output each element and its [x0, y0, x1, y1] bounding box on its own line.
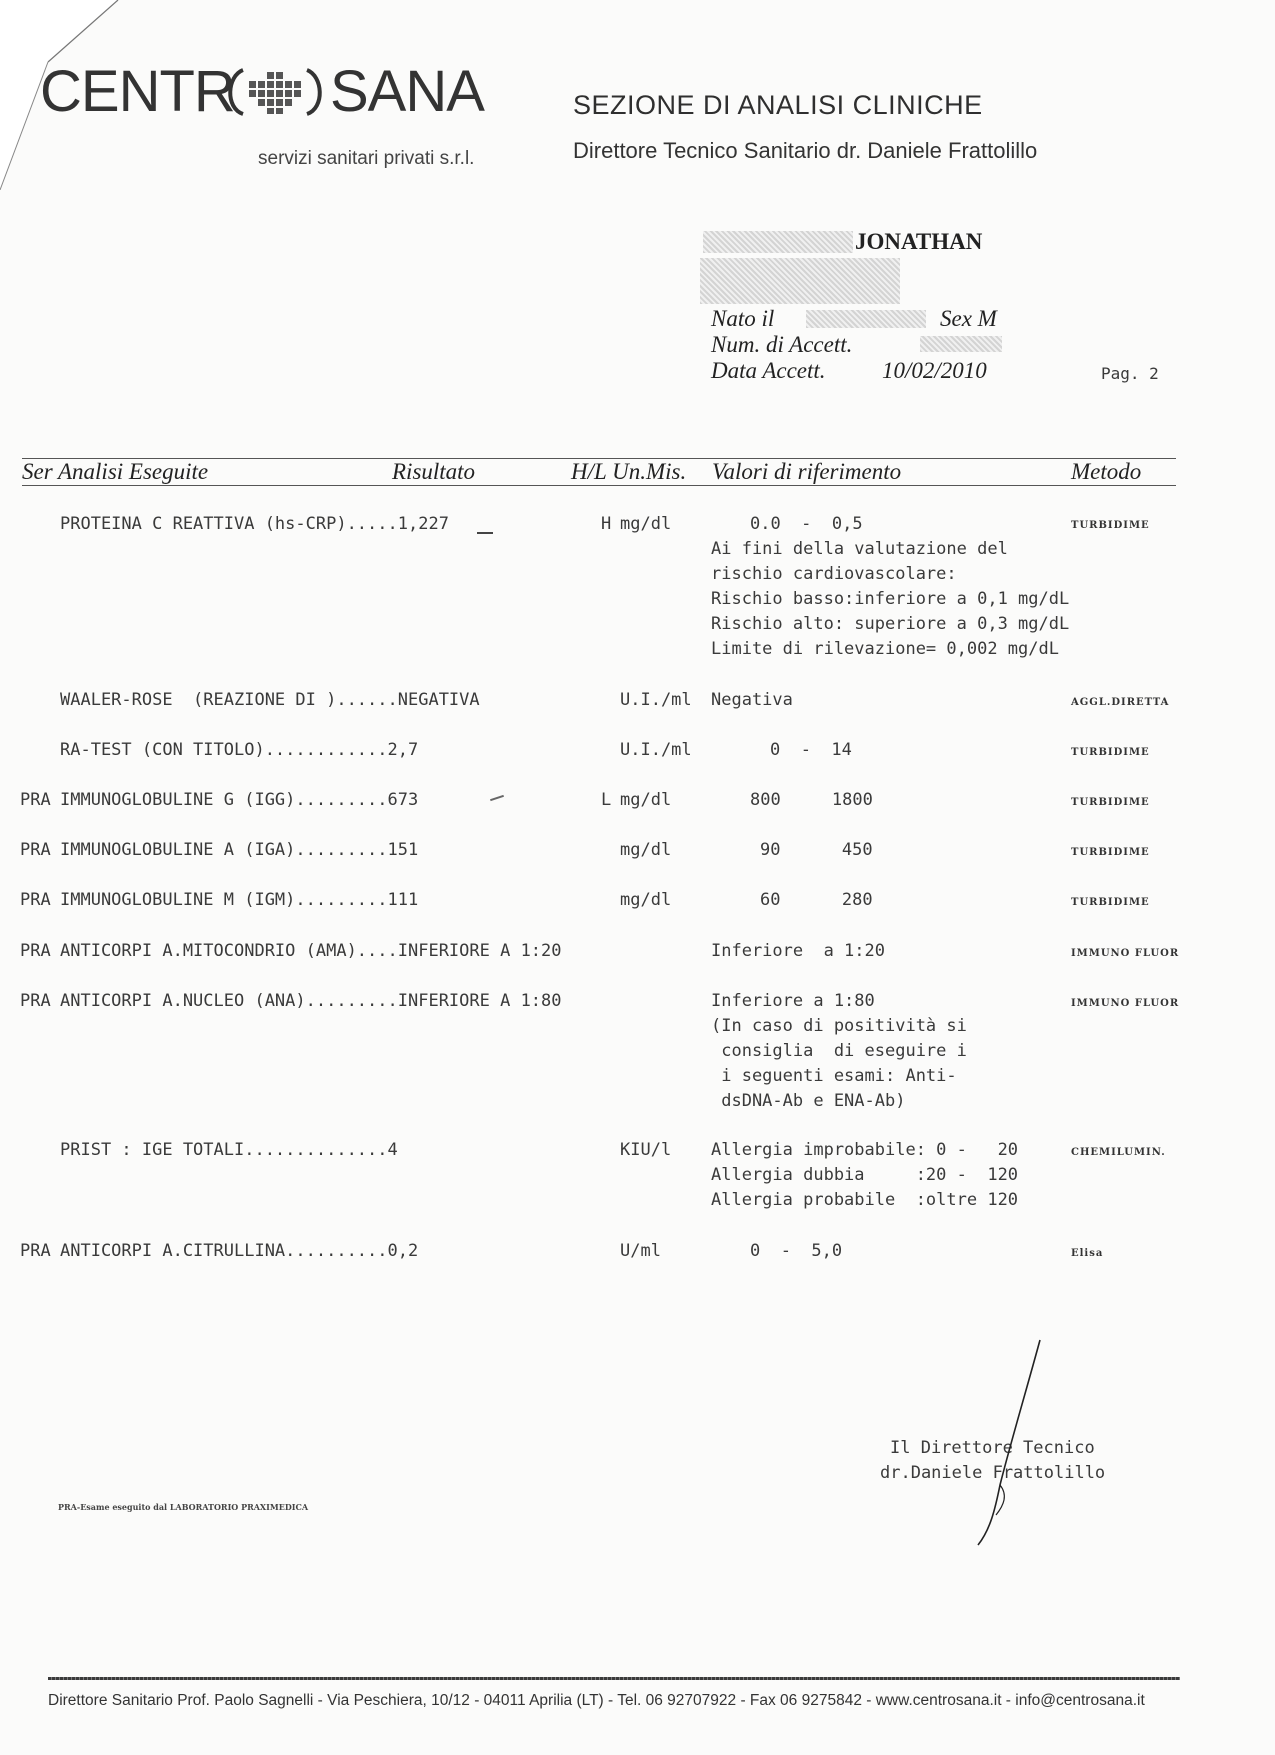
test-name: RA-TEST (CON TITOLO)............2,7 [60, 740, 419, 760]
redacted-birthdate [806, 310, 926, 328]
ref-line: Negativa [711, 690, 793, 710]
ref-line: 90 450 [760, 840, 873, 860]
ref-line: 0 - 14 [770, 740, 852, 760]
footer-text: Direttore Sanitario Prof. Paolo Sagnelli - Via Peschiera, 10/12 - 04011 Aprilia (LT) - Tel. 06 92707922 - Fax 06 9275842 - www.centrosana.it - info@centrosana.it [48, 1692, 1145, 1709]
ref-line: Allergia improbabile: 0 - 20 [711, 1140, 1019, 1160]
method: TURBIDIME [1071, 897, 1150, 908]
sex-label: Sex M [940, 306, 997, 331]
method: Elisa [1071, 1248, 1104, 1259]
ref-line: Inferiore a 1:20 [711, 941, 885, 961]
accession-label: Num. di Accett. [711, 332, 853, 357]
logo-text-part2: SANA [330, 59, 484, 124]
ref-line: Rischio alto: superiore a 0,3 mg/dL [711, 614, 1070, 634]
ref-line: 0 - 5,0 [750, 1241, 843, 1261]
redacted-address [700, 258, 900, 304]
ref-line: rischio cardiovascolare: [711, 564, 957, 584]
test-name: IMMUNOGLOBULINE A (IGA).........151 [60, 840, 419, 860]
test-name: IMMUNOGLOBULINE G (IGG).........673 [60, 790, 419, 810]
ser-code: PRA [20, 790, 51, 810]
ser-code: PRA [20, 991, 51, 1011]
ref-line: consiglia di eseguire i [711, 1041, 967, 1061]
ref-line: 800 1800 [750, 790, 873, 810]
ref-line: Ai fini della valutazione del [711, 539, 1008, 559]
hl-flag: L [601, 790, 612, 810]
ser-code: PRA [20, 1241, 51, 1261]
method: TURBIDIME [1071, 797, 1150, 808]
method: IMMUNO FLUOR [1071, 998, 1180, 1009]
section-title: SEZIONE DI ANALISI CLINICHE [573, 90, 983, 120]
ref-line: Inferiore a 1:80 [711, 991, 875, 1011]
signature-name: dr.Daniele Frattolillo [880, 1463, 1106, 1483]
logo-cross-mark [223, 66, 327, 118]
method: IMMUNO FLUOR [1071, 948, 1180, 959]
method: TURBIDIME [1071, 520, 1150, 531]
ser-code: PRA [20, 890, 51, 910]
unit: mg/dl [620, 790, 672, 810]
col-result: Risultato [392, 459, 476, 484]
unit: U.I./ml [620, 690, 692, 710]
header-bottom-rule [22, 485, 1176, 486]
ref-line: 0.0 - 0,5 [750, 514, 863, 534]
test-name: ANTICORPI A.MITOCONDRIO (AMA)....INFERIORE A 1:20 [60, 941, 562, 961]
date-value: 10/02/2010 [882, 358, 987, 383]
test-name: IMMUNOGLOBULINE M (IGM).........111 [60, 890, 419, 910]
ser-code: PRA [20, 941, 51, 961]
handwritten-signature [930, 1335, 1050, 1550]
method: TURBIDIME [1071, 847, 1150, 858]
test-name: ANTICORPI A.CITRULLINA..........0,2 [60, 1241, 419, 1261]
unit: U.I./ml [620, 740, 692, 760]
mark-dash [477, 532, 493, 534]
ref-line: 60 280 [760, 890, 873, 910]
ser-code: PRA [20, 840, 51, 860]
method: CHEMILUMIN. [1071, 1147, 1166, 1158]
date-label: Data Accett. [711, 358, 826, 383]
unit: mg/dl [620, 514, 672, 534]
ref-line: (In caso di positività si [711, 1016, 967, 1036]
method: AGGL.DIRETTA [1071, 697, 1170, 708]
director-line: Direttore Tecnico Sanitario dr. Daniele Frattolillo [573, 138, 1038, 163]
col-hl-unit: H/L Un.Mis. [571, 459, 687, 484]
centrosana-logo [40, 58, 510, 169]
footnote: PRA-Esame eseguito dal LABORATORIO PRAXIMEDICA [58, 1502, 309, 1512]
ref-line: dsDNA-Ab e ENA-Ab) [711, 1091, 906, 1111]
unit: U/ml [620, 1241, 661, 1261]
unit: mg/dl [620, 840, 672, 860]
born-label: Nato il [711, 306, 775, 331]
signature-title: Il Direttore Tecnico [890, 1438, 1095, 1458]
pen-mark [490, 795, 504, 801]
ref-line: i seguenti esami: Anti- [711, 1066, 957, 1086]
logo-subtitle: servizi sanitari privati s.r.l. [258, 148, 475, 169]
footer-rule [48, 1677, 1180, 1680]
test-name: ANTICORPI A.NUCLEO (ANA).........INFERIORE A 1:80 [60, 991, 562, 1011]
ref-line: Rischio basso:inferiore a 0,1 mg/dL [711, 589, 1070, 609]
logo-text-part1: CENTR [40, 59, 235, 124]
unit: mg/dl [620, 890, 672, 910]
test-name: WAALER-ROSE (REAZIONE DI )......NEGATIVA [60, 690, 480, 710]
patient-name: JONATHAN [855, 229, 983, 254]
test-name: PRIST : IGE TOTALI..............4 [60, 1140, 398, 1160]
col-method: Metodo [1071, 459, 1142, 484]
test-name: PROTEINA C REATTIVA (hs-CRP).....1,227 [60, 514, 449, 534]
page-number: Pag. 2 [1101, 364, 1159, 383]
ref-line: Allergia probabile :oltre 120 [711, 1190, 1019, 1210]
col-ref: Valori di riferimento [712, 459, 902, 484]
ref-line: Allergia dubbia :20 - 120 [711, 1165, 1019, 1185]
ref-line: Limite di rilevazione= 0,002 mg/dL [711, 639, 1059, 659]
method: TURBIDIME [1071, 747, 1150, 758]
unit: KIU/l [620, 1140, 672, 1160]
redacted-surname [703, 231, 853, 253]
redacted-accession [920, 336, 1002, 352]
col-analysis: Ser Analisi Eseguite [22, 459, 209, 484]
hl-flag: H [601, 514, 612, 534]
